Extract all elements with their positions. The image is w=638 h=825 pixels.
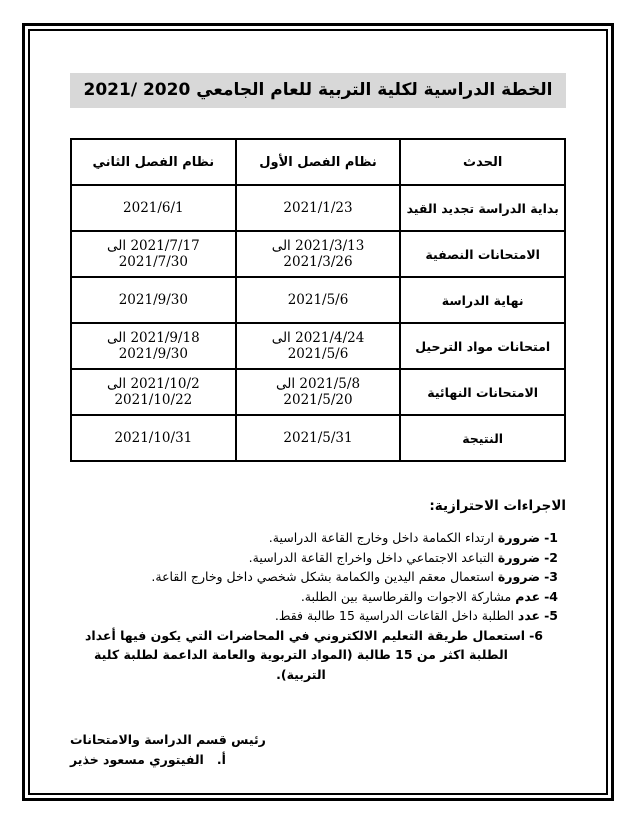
page-frame (22, 23, 614, 801)
precaution-item (70, 528, 558, 548)
table-row (71, 231, 565, 277)
item-text: التباعد الاجتماعي داخل واخراج القاعة الدراسية. (248, 549, 498, 565)
event-cell: بداية الدراسة تجديد القيد (400, 185, 565, 231)
precaution-item (70, 606, 558, 626)
item-lead-bold: ضرورة (497, 530, 541, 545)
table-row (71, 323, 565, 369)
sem2-date-cell: 2021/9/30 (71, 277, 236, 323)
event-cell: النتيجة (400, 415, 565, 461)
item-text: ارتداء الكمامة داخل وخارج القاعة الدراسية. (268, 530, 498, 545)
item-lead-bold: ضرورة (497, 549, 541, 565)
item-text: الطلبة داخل القاعات الدراسية 15 طالبة فقط. (274, 608, 518, 623)
document-title: الخطة الدراسية لكلية التربية للعام الجامعي 2020 /2021 (70, 73, 566, 108)
item-lead-bold: عدم (515, 588, 541, 604)
table-row (71, 369, 565, 415)
schedule-table (70, 138, 566, 462)
sem2-date-cell: 2021/10/31 (71, 415, 236, 461)
precaution-item (70, 548, 558, 568)
table-header-row (71, 139, 565, 185)
item-lead-bold: ضرورة (497, 569, 541, 584)
header-cell-event: الحدث (400, 139, 565, 185)
document-content (30, 73, 606, 769)
event-cell: الامتحانات النصفية (400, 231, 565, 277)
sem1-date-cell: 2021/3/13 الى 2021/3/26 (236, 231, 401, 277)
table-row (71, 415, 565, 461)
header-cell-sem1: نظام الفصل الأول (236, 139, 401, 185)
table-row (71, 277, 565, 323)
sem1-date-cell: 2021/5/8 الى 2021/5/20 (236, 369, 401, 415)
item-number: 3- (544, 569, 558, 584)
item-number: 2- (544, 549, 558, 565)
signature-role: رئيس قسم الدراسة والامتحانات (70, 732, 266, 747)
sem1-date-cell: 2021/1/23 (236, 185, 401, 231)
item-text: مشاركة الاجوات والقرطاسية بين الطلبة. (300, 588, 516, 604)
precaution-item (70, 567, 558, 587)
table-row (71, 185, 565, 231)
event-cell: نهاية الدراسة (400, 277, 565, 323)
item-number: 6- (529, 627, 543, 643)
event-cell: امتحانات مواد الترحيل (400, 323, 565, 369)
sem1-date-cell: 2021/5/6 (236, 277, 401, 323)
signature-name: أ. الفيتوري مسعود خذير (70, 751, 226, 767)
sem2-date-cell: 2021/10/2 الى 2021/10/22 (71, 369, 236, 415)
sem1-date-cell: 2021/4/24 الى 2021/5/6 (236, 323, 401, 369)
signature-block (70, 730, 566, 769)
page-frame-inner (28, 29, 608, 795)
item-number: 4- (544, 588, 558, 604)
event-cell: الامتحانات النهائية (400, 369, 565, 415)
item-number: 1- (544, 530, 558, 545)
sem2-date-cell: 2021/9/18 الى 2021/9/30 (71, 323, 236, 369)
header-cell-sem2: نظام الفصل الثاني (71, 139, 236, 185)
item-text: استعمال معقم اليدين والكمامة بشكل شخصي داخل وخارج القاعة. (151, 569, 498, 584)
precaution-item (70, 587, 558, 607)
precaution-item (70, 626, 558, 685)
precautions-list (70, 528, 566, 684)
item-lead-bold: عدد (517, 608, 541, 623)
sem2-date-cell: 2021/6/1 (71, 185, 236, 231)
item-number: 5- (544, 608, 558, 623)
item-lead-bold: استعمال طريقة التعليم الالكتروني في المحاضرات التي يكون فيها أعداد الطلبة اكثر من 15 طالبة (المواد التربوية والعامة الداعمة لطلبة كلية التربية). (85, 627, 526, 682)
precautions-heading: الاجراءات الاحترازية: (429, 498, 566, 514)
sem2-date-cell: 2021/7/17 الى 2021/7/30 (71, 231, 236, 277)
sem1-date-cell: 2021/5/31 (236, 415, 401, 461)
